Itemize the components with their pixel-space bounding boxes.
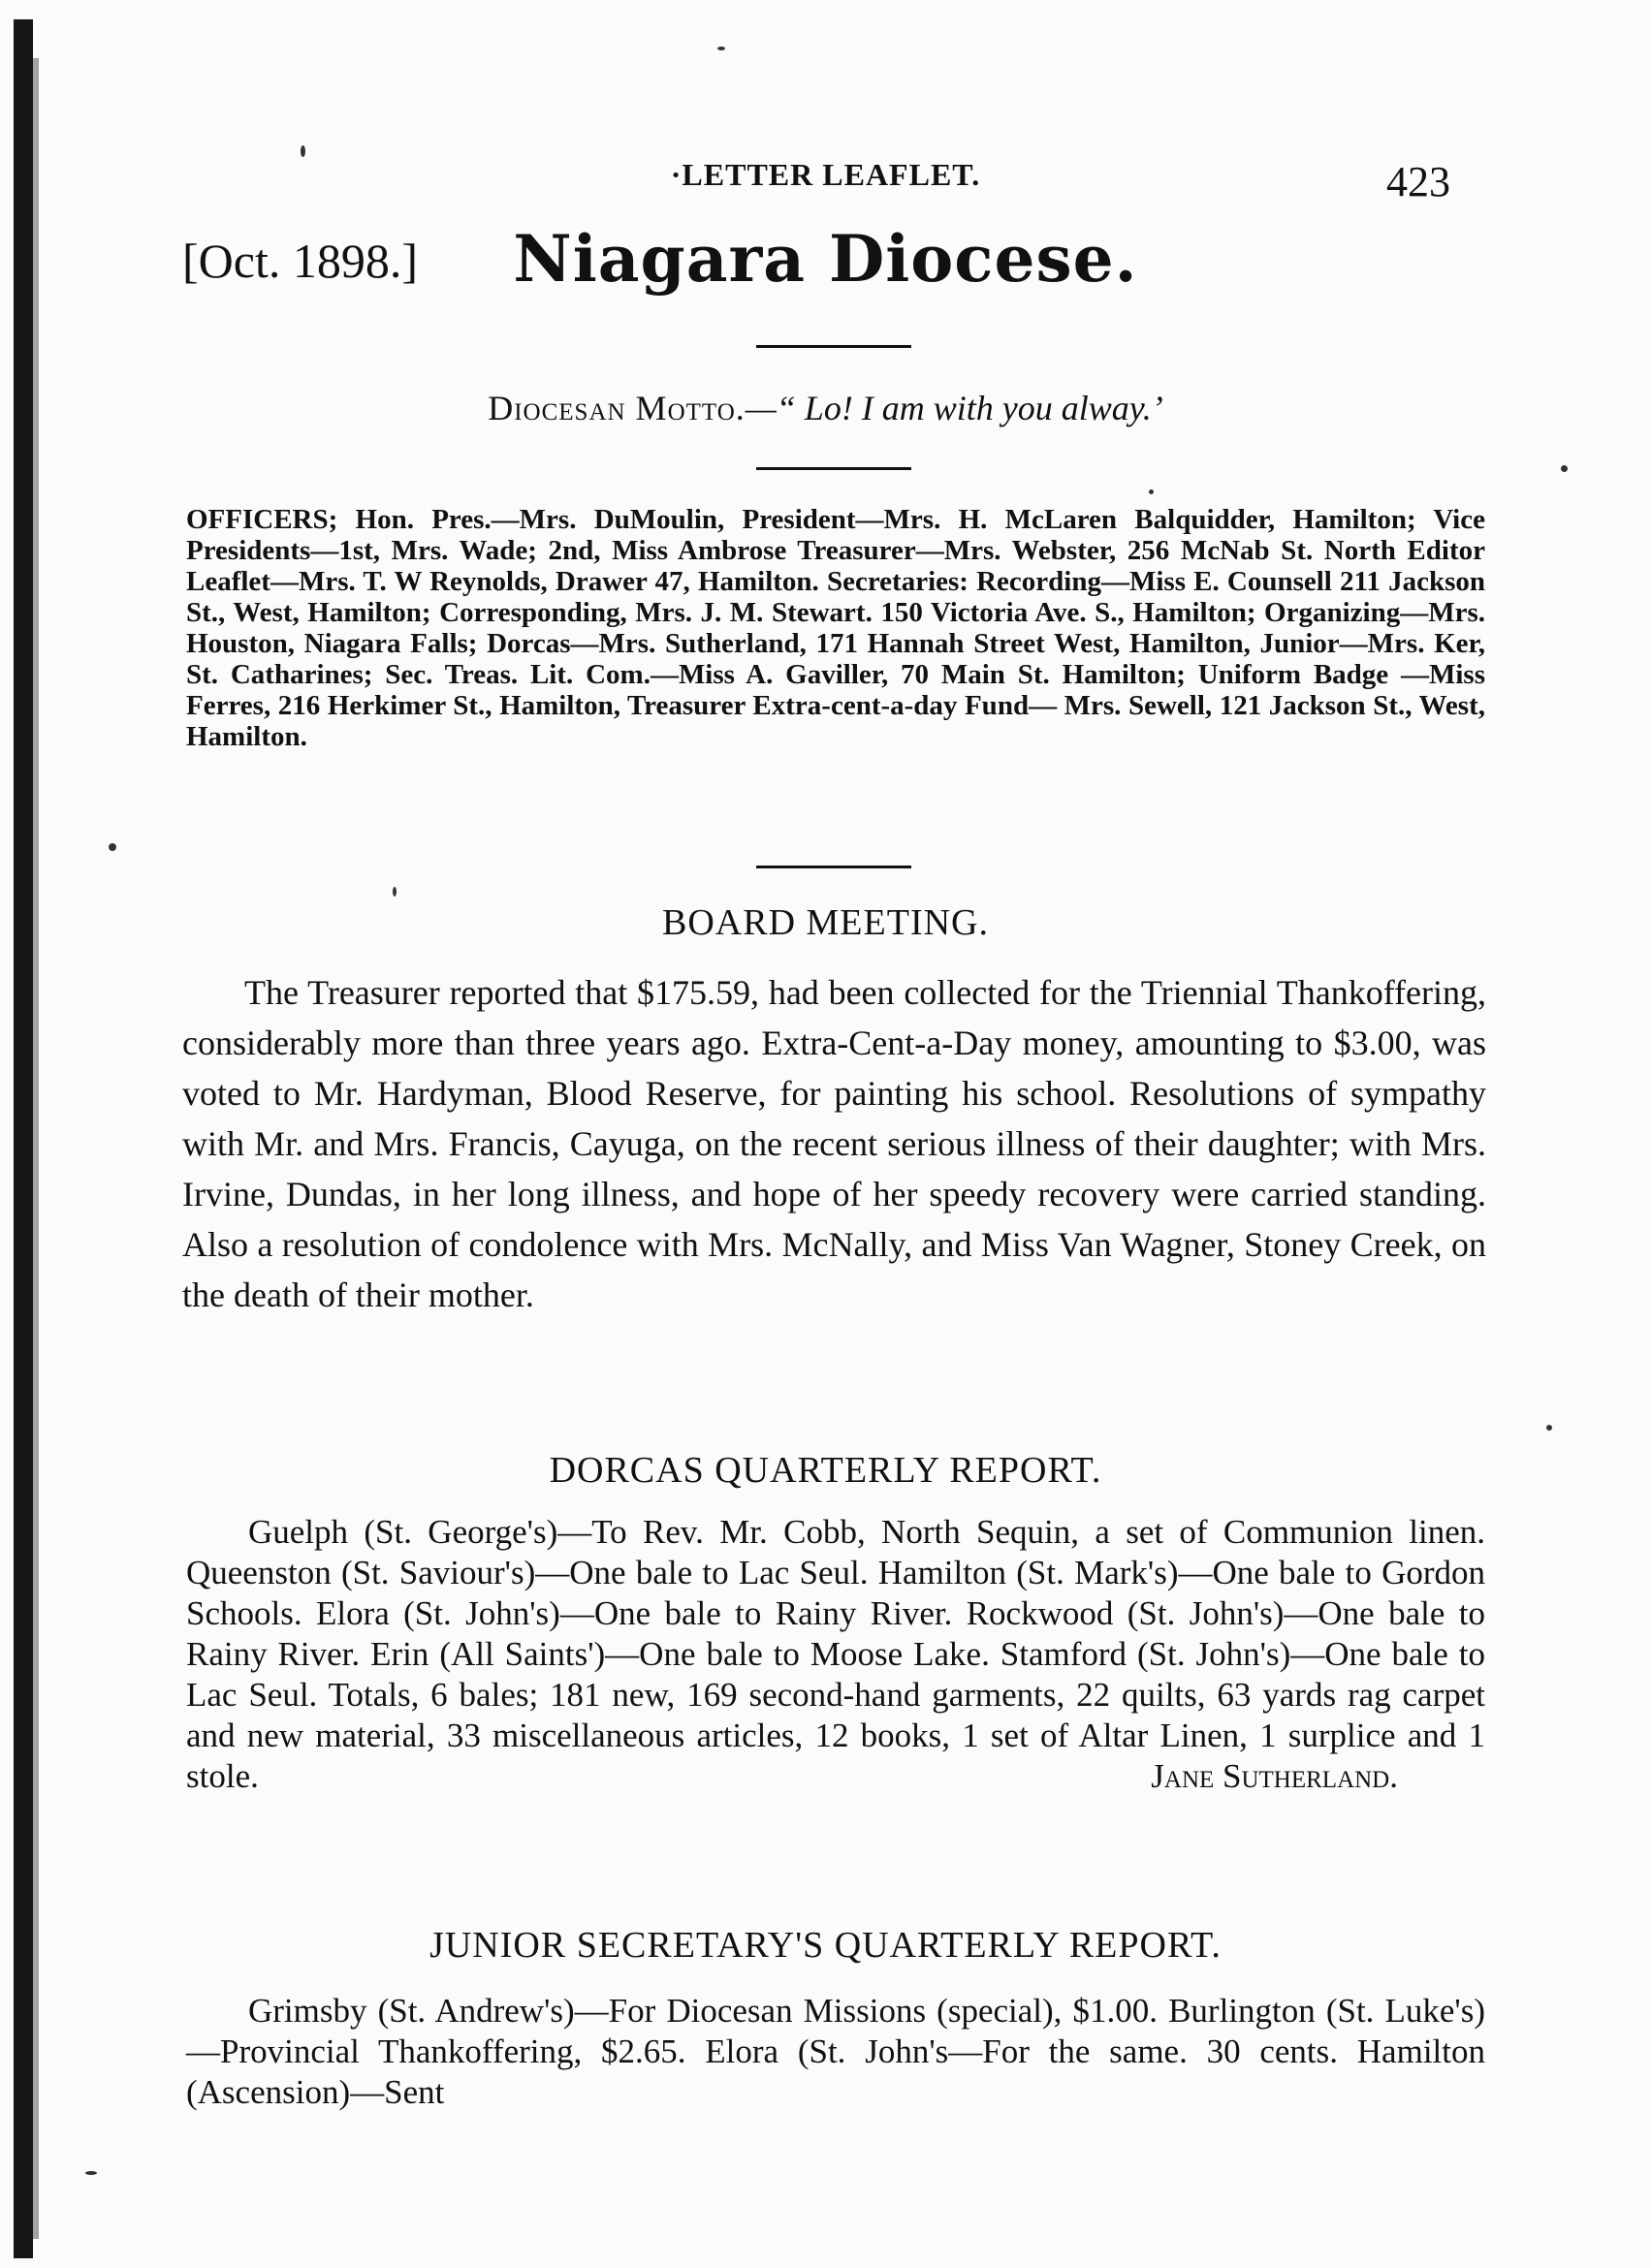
divider-rule: [756, 345, 911, 348]
divider-rule: [756, 866, 911, 868]
page-number: 423: [1386, 158, 1450, 205]
divider-rule: [756, 467, 911, 470]
motto-text: —“ Lo! I am with you alway.’: [745, 389, 1163, 427]
board-meeting-body: [182, 967, 1486, 1320]
page-title: Niagara Diocese.: [513, 221, 1138, 297]
dorcas-report-body: [186, 1512, 1485, 1797]
print-speck: [1546, 1425, 1552, 1431]
diocesan-motto: [0, 388, 1651, 428]
dorcas-report-heading: DORCAS QUARTERLY REPORT.: [549, 1450, 1102, 1491]
dorcas-report-paragraph: Guelph (St. George's)—To Rev. Mr. Cobb, North Sequin, a set of Communion linen. Queenston (St. Saviour's)—One bale to Lac Seul. Hamilton (St. Mark's)—One bale to Gordon Schools. Elora (St. John's)—One bale to Rainy River. Rockwood (St. John's)—One bale to Rainy River. Erin (All Saints')—One bale to Moose Lake. Stamford (St. John's)—One bale to Lac Seul. Totals, 6 bales; 181 new, 169 second-hand garments, 22 quilts, 63 yards rag carpet and new material, 33 miscellaneous articles, 12 books, 1 set of Altar Linen, 1 surplice and 1 stole.: [186, 1513, 1485, 1795]
print-speck: [301, 145, 305, 157]
motto-label: Diocesan Motto.: [488, 389, 746, 427]
binding-shadow: [33, 58, 39, 2239]
dorcas-report-signature: Jane Sutherland.: [1151, 1757, 1398, 1795]
board-meeting-heading: BOARD MEETING.: [662, 902, 989, 943]
junior-report-body: [186, 1991, 1485, 2113]
page-binding-edge: [14, 19, 33, 2258]
running-head: ·LETTER LEAFLET.: [670, 157, 981, 192]
issue-date: [Oct. 1898.]: [182, 234, 418, 288]
board-meeting-paragraph: The Treasurer reported that $175.59, had been collected for the Triennial Thankoffering, considerably more than three years ago. Extra-Cent-a-Day money, amounting to $3.00, was voted to Mr. Hardyman, Blood Reserve, for painting his school. Resolutions of sympathy with Mr. and Mrs. Francis, Cayuga, on the recent serious illness of their daughter; with Mrs. Irvine, Dundas, in her long illness, and hope of her speedy recovery were carried standing. Also a resolution of condolence with Mrs. McNally, and Miss Van Wagner, Stoney Creek, on the death of their mother.: [182, 973, 1486, 1314]
print-speck: [1149, 489, 1154, 494]
junior-report-heading: JUNIOR SECRETARY'S QUARTERLY REPORT.: [429, 1925, 1222, 1966]
print-speck: [109, 843, 116, 851]
officers-list: OFFICERS; Hon. Pres.—Mrs. DuMoulin, President—Mrs. H. McLaren Balquidder, Hamilton; Vice Presidents—1st, Mrs. Wade; 2nd, Miss Ambrose Treasurer—Mrs. Webster, 256 McNab St. North Editor Leaflet—Mrs. T. W Reynolds, Drawer 47, Hamilton. Secretaries: Recording—Miss E. Counsell 211 Jackson St., West, Hamilton; Corresponding, Mrs. J. M. Stewart. 150 Victoria Ave. S., Hamilton; Organizing—Mrs. Houston, Niagara Falls; Dorcas—Mrs. Sutherland, 171 Hannah Street West, Hamilton, Junior—Mrs. Ker, St. Catharines; Sec. Treas. Lit. Com.—Miss A. Gaviller, 70 Main St. Hamilton; Uniform Badge —Miss Ferres, 216 Herkimer St., Hamilton, Treasurer Extra-cent-a-day Fund— Mrs. Sewell, 121 Jackson St., West, Hamilton.: [186, 504, 1485, 752]
print-speck: [393, 887, 397, 897]
print-speck: [1561, 465, 1568, 472]
junior-report-paragraph: Grimsby (St. Andrew's)—For Diocesan Missions (special), $1.00. Burlington (St. Luke's)—Provincial Thankoffering, $2.65. Elora (St. John's—For the same. 30 cents. Hamilton (Ascension)—Sent: [186, 1992, 1485, 2111]
print-speck: [717, 47, 725, 50]
print-speck: [85, 2171, 97, 2175]
